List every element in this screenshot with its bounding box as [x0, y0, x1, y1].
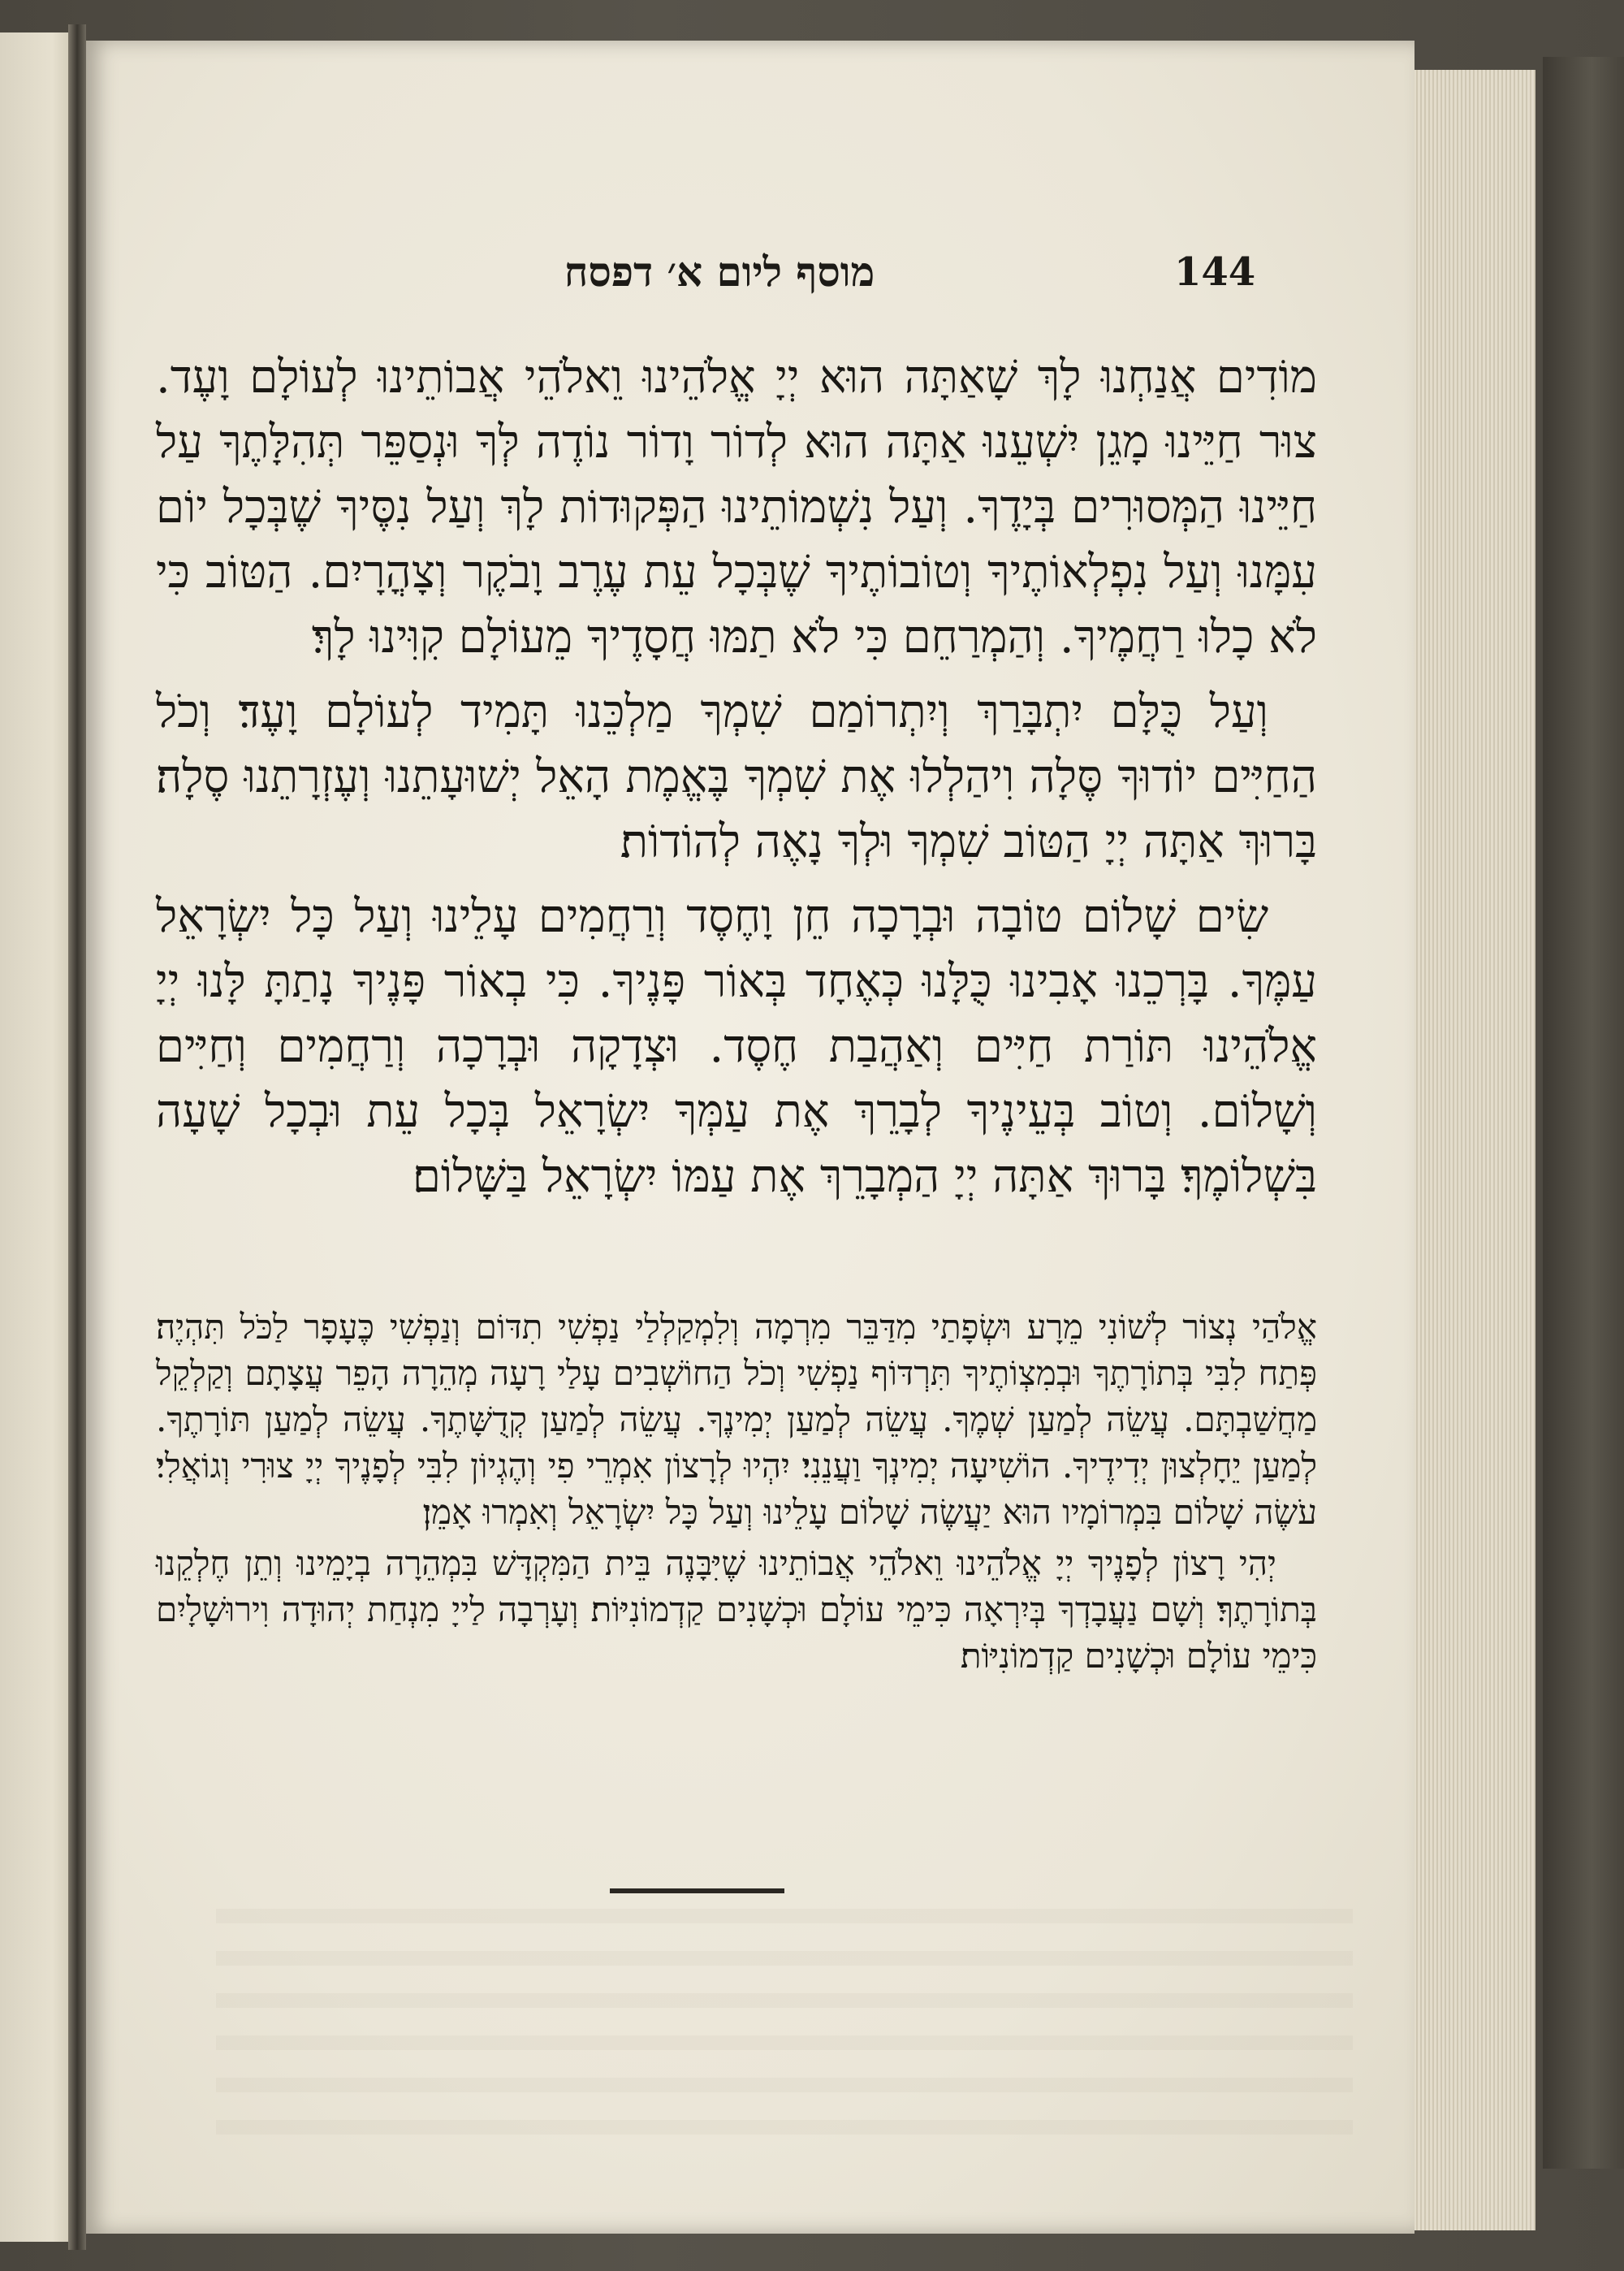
concluding-prayer-text	[156, 1304, 1317, 1684]
page-stack-edges	[1411, 70, 1535, 2230]
paragraph-yehi-ratzon: יְהִי רָצוֹן לְפָנֶיךָ יְיָ אֱלֹהֵינוּ וֵאלֹהֵי אֲבוֹתֵינוּ שֶׁיִּבָּנֶה בֵּית הַמִּקְדָּשׁ בִּמְהֵרָה בְיָמֵינוּ וְתֵן חֶלְקֵנוּ בְּתוֹרָתֶךָ׃ וְשָׁם נַעֲבָדְךָ בְּיִרְאָה כִּימֵי עוֹלָם וּכְשָׁנִים קַדְמוֹנִיּוֹת׃ וְעָרְבָה לַייָ מִנְחַת יְהוּדָה וִירוּשָׁלָיִם כִּימֵי עוֹלָם וּכְשָׁנִים קַדְמוֹנִיּוֹת׃	[156, 1543, 1317, 1676]
page-title: מוסף ליום א׳ דפסח	[564, 248, 875, 296]
section-end-rule	[610, 1888, 784, 1893]
book-gutter	[68, 24, 86, 2250]
main-prayer-text	[156, 345, 1317, 1219]
paragraph-sim-shalom: שִׂים שָׁלוֹם טוֹבָה וּבְרָכָה חֵן וָחֶסֶד וְרַחֲמִים עָלֵינוּ וְעַל כָּל יִשְׂרָאֵל עַמֶּךָ. בָּרְכֵנוּ אָבִינוּ כֻּלָּנוּ כְּאֶחָד בְּאוֹר פָּנֶיךָ. כִּי בְאוֹר פָּנֶיךָ נָתַתָּ לָּנוּ יְיָ אֱלֹהֵינוּ תּוֹרַת חַיִּים וְאַהֲבַת חֶסֶד. וּצְדָקָה וּבְרָכָה וְרַחֲמִים וְחַיִּים וְשָׁלוֹם. וְטוֹב בְּעֵינֶיךָ לְבָרֵךְ אֶת עַמְּךָ יִשְׂרָאֵל בְּכָל עֵת וּבְכָל שָׁעָה בִּשְׁלוֹמֶךָ׃ בָּרוּךְ אַתָּה יְיָ הַמְבָרֵךְ אֶת עַמּוֹ יִשְׂרָאֵל בַּשָּׁלוֹם׃	[156, 890, 1318, 1203]
paragraph-elohai-netzor: אֱלֹהַי נְצוֹר לְשׁוֹנִי מֵרָע וּשְׂפָתַי מִדַּבֵּר מִרְמָה וְלִמְקַלְלַי נַפְשִׁי תִדּוֹם וְנַפְשִׁי כֶּעָפָר לַכֹּל תִּהְיֶה׃ פְּתַח לִבִּי בְּתוֹרָתֶךָ וּבְמִצְוֹתֶיךָ תִּרְדּוֹף נַפְשִׁי וְכֹל הַחוֹשְׁבִים עָלַי רָעָה מְהֵרָה הָפֵר עֲצָתָם וְקַלְקֵל מַחֲשַׁבְתָּם. עֲשֵׂה לְמַעַן שְׁמֶךָ. עֲשֵׂה לְמַעַן יְמִינֶךָ. עֲשֵׂה לְמַעַן קְדֻשָּׁתֶךָ. עֲשֵׂה לְמַעַן תּוֹרָתֶךָ. לְמַעַן יֵחָלְצוּן יְדִידֶיךָ. הוֹשִׁיעָה יְמִינְךָ וַעֲנֵנִי׃ יִהְיוּ לְרָצוֹן אִמְרֵי פִי וְהֶגְיוֹן לִבִּי לְפָנֶיךָ יְיָ צוּרִי וְגוֹאֲלִי׃ עֹשֶׂה שָׁלוֹם בִּמְרוֹמָיו הוּא יַעֲשֶׂה שָׁלוֹם עָלֵינוּ וְעַל כָּל יִשְׂרָאֵל וְאִמְרוּ אָמֵן׃	[156, 1307, 1317, 1532]
page-number: 144	[1174, 249, 1256, 295]
book-page	[86, 41, 1415, 2234]
bleed-through-text	[216, 1909, 1353, 2152]
facing-page-edge	[0, 32, 75, 2242]
paragraph-veal-kulam: וְעַל כֻּלָּם יִתְבָּרַךְ וְיִתְרוֹמַם שִׁמְךָ מַלְכֵּנוּ תָּמִיד לְעוֹלָם וָעֶד׃ וְכֹל הַחַיִּים יוֹדוּךָ סֶּלָה וִיהַלְלוּ אֶת שִׁמְךָ בֶּאֱמֶת הָאֵל יְשׁוּעָתֵנוּ וְעֶזְרָתֵנוּ סֶלָה׃ בָּרוּךְ אַתָּה יְיָ הַטּוֹב שִׁמְךָ וּלְךָ נָאֶה לְהוֹדוֹת׃	[156, 686, 1317, 868]
page-header	[86, 248, 1415, 305]
book-cover-edge	[1543, 57, 1624, 2169]
paragraph-modim: מוֹדִים אֲנַחְנוּ לָךְ שָׁאַתָּה הוּא יְיָ אֱלֹהֵינוּ וֵאלֹהֵי אֲבוֹתֵינוּ לְעוֹלָם וָעֶד. צוּר חַיֵּינוּ מָגֵן יִשְׁעֵנוּ אַתָּה הוּא לְדוֹר וָדוֹר נוֹדֶה לְּךָ וּנְסַפֵּר תְּהִלָּתֶךָ עַל חַיֵּינוּ הַמְּסוּרִים בְּיָדֶךָ. וְעַל נִשְׁמוֹתֵינוּ הַפְּקוּדוֹת לָךְ וְעַל נִסֶּיךָ שֶׁבְּכָל יוֹם עִמָּנוּ וְעַל נִפְלְאוֹתֶיךָ וְטוֹבוֹתֶיךָ שֶׁבְּכָל עֵת עֶרֶב וָבֹקֶר וְצָהֳרָיִם. הַטּוֹב כִּי לֹא כָלוּ רַחֲמֶיךָ. וְהַמְרַחֵם כִּי לֹא תַמּוּ חֲסָדֶיךָ מֵעוֹלָם קִוִּינוּ לָךְ׃	[156, 351, 1318, 664]
